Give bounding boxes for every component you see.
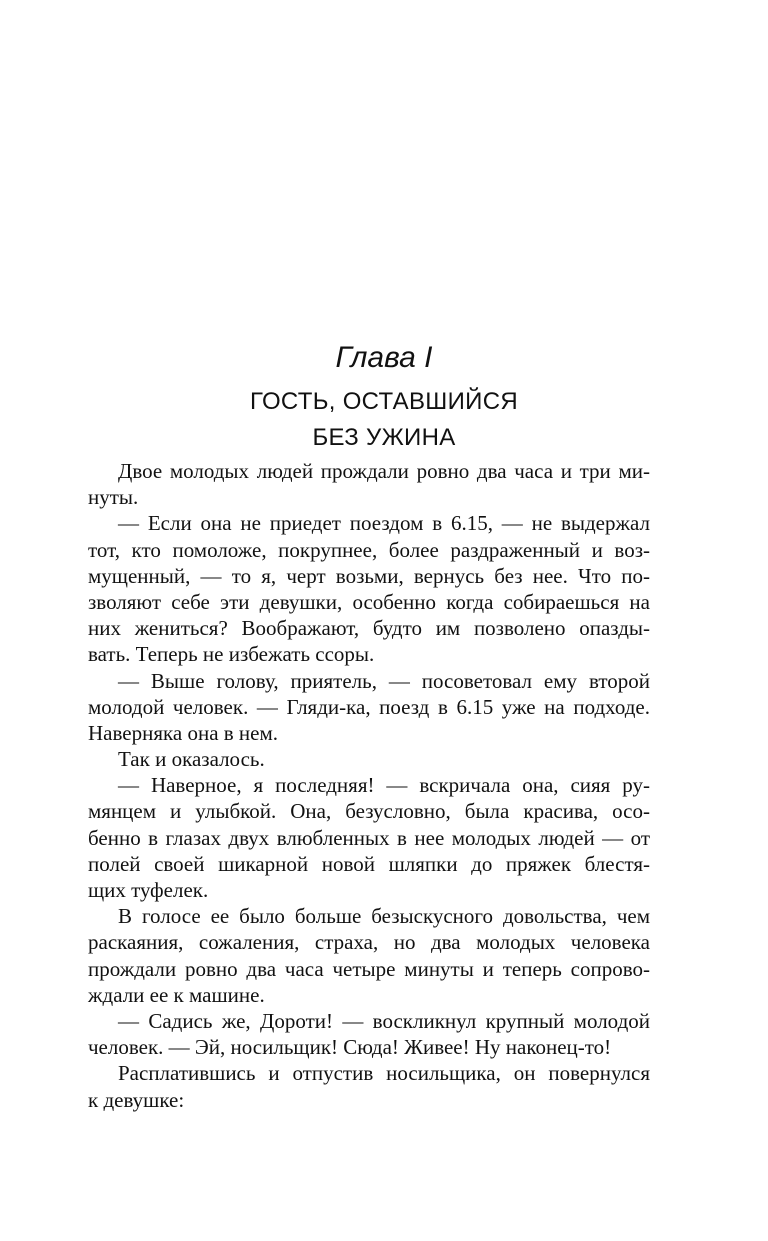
text-line: мущенный, — то я, черт возьми, вернусь без нее. Что по- xyxy=(88,563,650,588)
body-text xyxy=(88,458,650,1113)
text-line: человек. — Эй, носильщик! Сюда! Живее! Ну наконец-то! xyxy=(88,1035,612,1060)
text-line: вать. Теперь не избежать ссоры. xyxy=(88,642,375,667)
text-line: — Садись же, Дороти! — воскликнул крупный молодой xyxy=(118,1008,650,1033)
chapter-label: Глава I xyxy=(335,341,433,374)
text-line: молодой человек. — Гляди-ка, поезд в 6.15 уже на подходе. xyxy=(88,694,650,719)
text-line: бенно в глазах двух влюбленных в нее молодых людей — от xyxy=(88,825,650,850)
text-line: тот, кто помоложе, покрупнее, более раздраженный и воз- xyxy=(88,537,650,562)
text-line: нуты. xyxy=(88,485,139,510)
text-line: полей своей шикарной новой шляпки до пряжек блестя- xyxy=(88,851,650,876)
text-line: Так и оказалось. xyxy=(118,747,265,772)
text-line: мянцем и улыбкой. Она, безусловно, была красива, осо- xyxy=(88,799,650,824)
text-line: щих туфелек. xyxy=(88,878,209,902)
text-line: к девушке: xyxy=(88,1087,185,1112)
chapter-title-line: ГОСТЬ, ОСТАВШИЙСЯ xyxy=(250,388,518,415)
text-line: Наверняка она в нем. xyxy=(88,720,279,745)
chapter-title-line: БЕЗ УЖИНА xyxy=(312,424,456,451)
text-line: Двое молодых людей прождали ровно два часа и три ми- xyxy=(118,459,650,483)
text-line: — Выше голову, приятель, — посоветовал ему второй xyxy=(118,668,650,693)
text-line: зволяют себе эти девушки, особенно когда собираешься на xyxy=(88,589,650,614)
text-line: прождали ровно два часа четыре минуты и теперь сопрово- xyxy=(88,956,650,981)
text-line: — Если она не приедет поездом в 6.15, — не выдержал xyxy=(118,511,650,536)
text-line: ждали ее к машине. xyxy=(88,982,265,1007)
text-line: В голосе ее было больше безыскусного довольства, чем xyxy=(118,904,650,929)
text-line: — Наверное, я последняя! — вскричала она, сияя ру- xyxy=(118,773,650,798)
text-line: раскаяния, сожаления, страха, но два молодых человека xyxy=(88,930,650,955)
text-line: Расплатившись и отпустив носильщика, он повернулся xyxy=(118,1061,650,1086)
chapter-title xyxy=(0,384,768,456)
text-line: них жениться? Воображают, будто им позволено опазды- xyxy=(88,616,650,641)
